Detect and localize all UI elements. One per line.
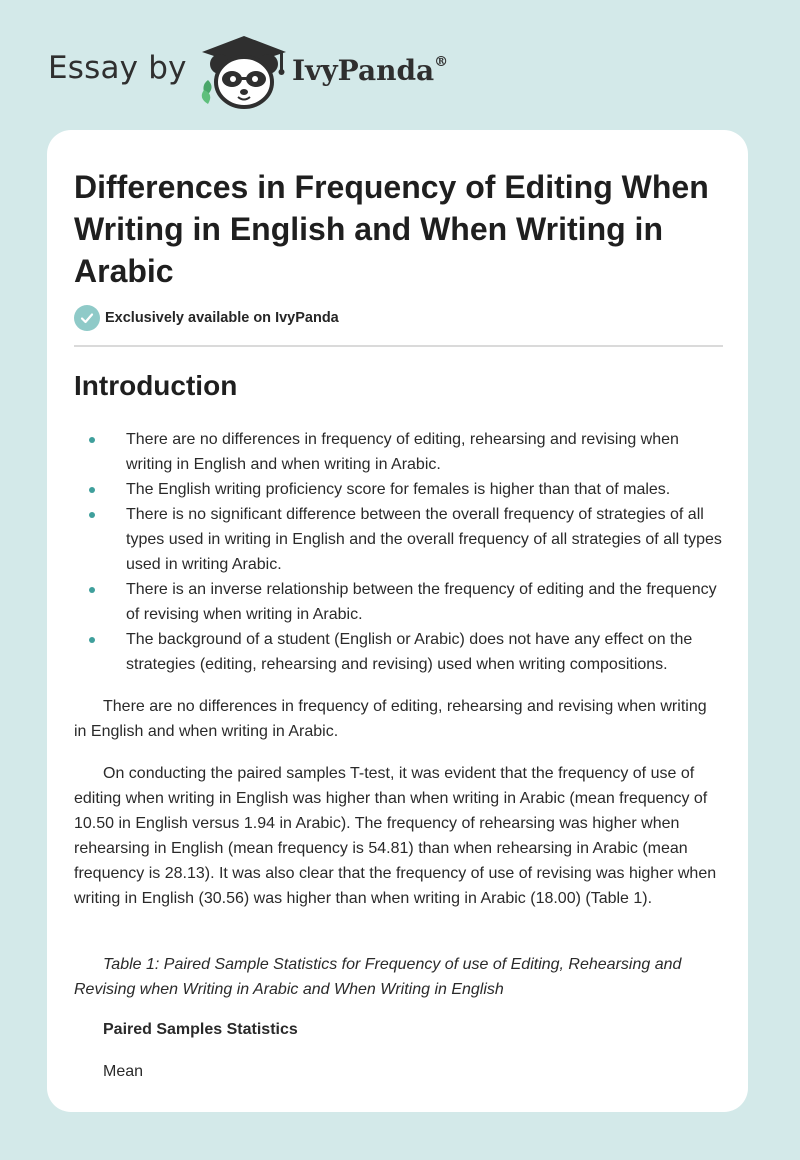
bullet-dot-icon: [89, 437, 95, 443]
brand-prefix: Essay by: [48, 50, 187, 86]
exclusive-label: Exclusively available on IvyPanda: [105, 310, 339, 326]
bullet-dot-icon: [89, 637, 95, 643]
table-heading: Paired Samples Statistics: [103, 1021, 298, 1038]
bullet-dot-icon: [89, 587, 95, 593]
list-item: The English writing proficiency score for females is higher than that of males.: [74, 477, 723, 502]
list-item: There is no significant difference between the overall frequency of strategies of all types used in writing in English and the overall frequency of all strategies of all types used in writing Arabic.: [74, 502, 723, 577]
divider: [74, 345, 723, 347]
bullet-dot-icon: [89, 512, 95, 518]
body-paragraph: On conducting the paired samples T-test, it was evident that the frequency of use of editing when writing in English was higher than when writing in Arabic (mean frequency of 10.50 in English versus 1.94 in Arabic). The frequency of rehearsing was higher when rehearsing in English (mean frequency is 54.81) than when rehearsing in Arabic (mean frequency is 28.13). It was also clear that the frequency of use of revising was higher when writing in English (30.56) was higher than when writing in Arabic (18.00) (Table 1).: [74, 765, 717, 907]
bullet-dot-icon: [89, 487, 95, 493]
check-icon: [74, 305, 100, 331]
list-item: The background of a student (English or Arabic) does not have any effect on the strategies (editing, rehearsing and revising) used when writing compositions.: [74, 627, 723, 677]
body-paragraph: There are no differences in frequency of editing, rehearsing and revising when writing in English and when writing in Arabic.: [74, 698, 707, 740]
table-column-label: Mean: [103, 1063, 144, 1080]
list-item: There is an inverse relationship between the frequency of editing and the frequency of revising when writing in Arabic.: [74, 577, 723, 627]
table-caption: Table 1: Paired Sample Statistics for Frequency of use of Editing, Rehearsing and Revising when Writing in Arabic and When Writing in English: [74, 956, 682, 998]
article-card: [47, 130, 748, 1112]
section-heading: Introduction: [74, 370, 238, 401]
panda-logo-icon: [196, 34, 292, 110]
site-header: [0, 0, 800, 130]
list-item: There are no differences in frequency of editing, rehearsing and revising when writing in English and when writing in Arabic.: [74, 427, 723, 477]
brand-name[interactable]: IvyPanda®: [292, 53, 449, 87]
intro-bullet-list: [74, 427, 723, 677]
exclusive-badge: [74, 305, 339, 331]
article-title: Differences in Frequency of Editing When Writing in English and When Writing in Arabic: [74, 169, 709, 289]
